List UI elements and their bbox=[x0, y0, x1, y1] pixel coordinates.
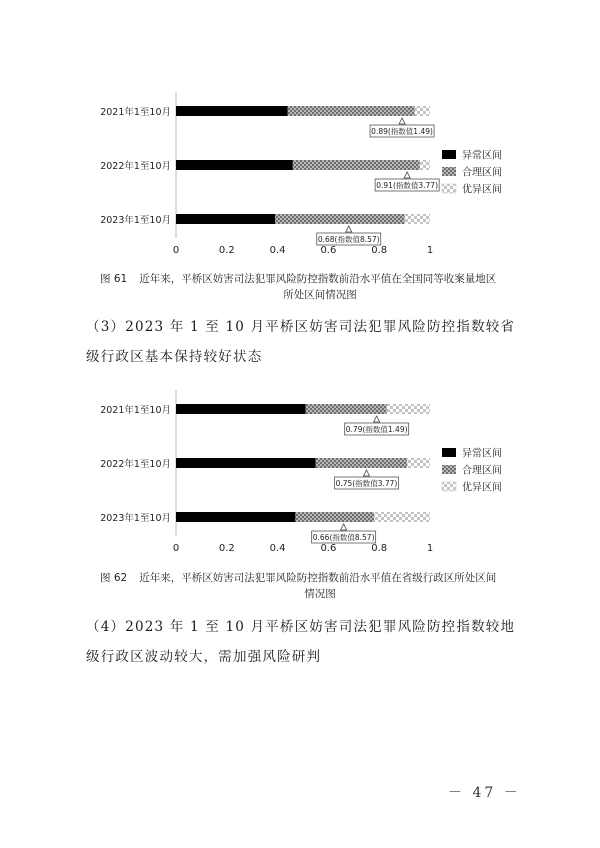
bar-segment-reasonable bbox=[293, 160, 420, 170]
x-tick-label: 0.6 bbox=[320, 245, 337, 256]
figure-62-caption bbox=[100, 570, 540, 602]
figure-61-caption bbox=[100, 271, 540, 303]
legend-swatch-abnormal bbox=[442, 448, 456, 457]
annotation-label: 0.66(指数值8.57) bbox=[312, 533, 375, 542]
bar-segment-abnormal bbox=[176, 214, 275, 224]
bar-segment-abnormal bbox=[176, 512, 295, 522]
bar-segment-excellent bbox=[415, 106, 430, 116]
annotation-label: 0.91(指数值3.77) bbox=[376, 181, 439, 190]
legend-label-reasonable: 合理区间 bbox=[462, 465, 502, 477]
category-label: 2023年1至10月 bbox=[100, 215, 171, 226]
bar-segment-reasonable bbox=[306, 404, 387, 414]
annotation-label: 0.75(指数值3.77) bbox=[335, 479, 398, 488]
x-tick-label: 0.4 bbox=[269, 245, 286, 256]
figure-62-chart bbox=[0, 388, 600, 563]
legend-label-excellent: 优异区间 bbox=[462, 184, 502, 196]
annotation-label: 0.68(指数值8.57) bbox=[317, 235, 380, 244]
marker-triangle bbox=[374, 416, 380, 422]
bar-segment-reasonable bbox=[295, 512, 374, 522]
marker-triangle bbox=[341, 524, 347, 530]
figure-61-number: 图 61 bbox=[100, 273, 128, 285]
x-tick-label: 1 bbox=[426, 245, 434, 256]
page-number: － 47 － bbox=[448, 785, 521, 801]
bar-segment-excellent bbox=[387, 404, 430, 414]
x-tick-label: 0 bbox=[172, 543, 180, 554]
bar-segment-reasonable bbox=[288, 106, 415, 116]
legend-swatch-reasonable bbox=[442, 465, 456, 474]
marker-triangle bbox=[404, 172, 410, 178]
bar-segment-excellent bbox=[405, 214, 430, 224]
section-heading-4: （4）2023 年 1 至 10 月平桥区妨害司法犯罪风险防控指数较地级行政区波动较大，需加强风险研判 bbox=[86, 619, 516, 665]
x-tick-label: 0 bbox=[172, 245, 180, 256]
figure-61-caption-line2: 所处区间情况图 bbox=[283, 289, 357, 301]
marker-triangle bbox=[346, 226, 352, 232]
legend-label-reasonable: 合理区间 bbox=[462, 167, 502, 179]
figure-61-caption-line1: 近年来，平桥区妨害司法犯罪风险防控指数前沿水平值在全国同等收案量地区 bbox=[139, 273, 497, 285]
figure-62-caption-line2: 情况图 bbox=[304, 588, 336, 600]
bar-segment-abnormal bbox=[176, 106, 288, 116]
bar-segment-abnormal bbox=[176, 160, 293, 170]
marker-triangle bbox=[364, 470, 370, 476]
bar-segment-excellent bbox=[407, 458, 430, 468]
category-label: 2022年1至10月 bbox=[100, 459, 171, 470]
x-tick-label: 0.8 bbox=[371, 543, 388, 554]
category-label: 2022年1至10月 bbox=[100, 161, 171, 172]
category-label: 2021年1至10月 bbox=[100, 405, 171, 416]
legend-swatch-abnormal bbox=[442, 150, 456, 159]
section-heading-3: （3）2023 年 1 至 10 月平桥区妨害司法犯罪风险防控指数较省级行政区基本保持较好状态 bbox=[86, 319, 516, 365]
legend-swatch-excellent bbox=[442, 184, 456, 193]
x-tick-label: 0.6 bbox=[320, 543, 337, 554]
figure-62-number: 图 62 bbox=[100, 572, 128, 584]
figure-62-caption-line1: 近年来，平桥区妨害司法犯罪风险防控指数前沿水平值在省级行政区所处区间 bbox=[139, 572, 497, 584]
marker-triangle bbox=[399, 118, 405, 124]
annotation-label: 0.89(指数值1.49) bbox=[371, 127, 433, 136]
x-tick-label: 0.8 bbox=[371, 245, 388, 256]
annotation-label: 0.79(指数值1.49) bbox=[345, 425, 408, 434]
bar-segment-reasonable bbox=[316, 458, 407, 468]
legend-label-abnormal: 异常区间 bbox=[462, 448, 502, 460]
x-tick-label: 0.2 bbox=[218, 543, 235, 554]
legend-label-excellent: 优异区间 bbox=[462, 482, 502, 494]
x-tick-label: 0.4 bbox=[269, 543, 286, 554]
legend-swatch-excellent bbox=[442, 482, 456, 491]
x-tick-label: 0.2 bbox=[218, 245, 235, 256]
category-label: 2021年1至10月 bbox=[100, 107, 171, 118]
bar-segment-abnormal bbox=[176, 404, 306, 414]
figure-61-chart bbox=[0, 90, 600, 265]
legend-swatch-reasonable bbox=[442, 167, 456, 176]
bar-segment-abnormal bbox=[176, 458, 316, 468]
bar-segment-excellent bbox=[374, 512, 430, 522]
category-label: 2023年1至10月 bbox=[100, 513, 171, 524]
x-tick-label: 1 bbox=[426, 543, 434, 554]
bar-segment-excellent bbox=[420, 160, 430, 170]
bar-segment-reasonable bbox=[275, 214, 405, 224]
legend-label-abnormal: 异常区间 bbox=[462, 150, 502, 162]
